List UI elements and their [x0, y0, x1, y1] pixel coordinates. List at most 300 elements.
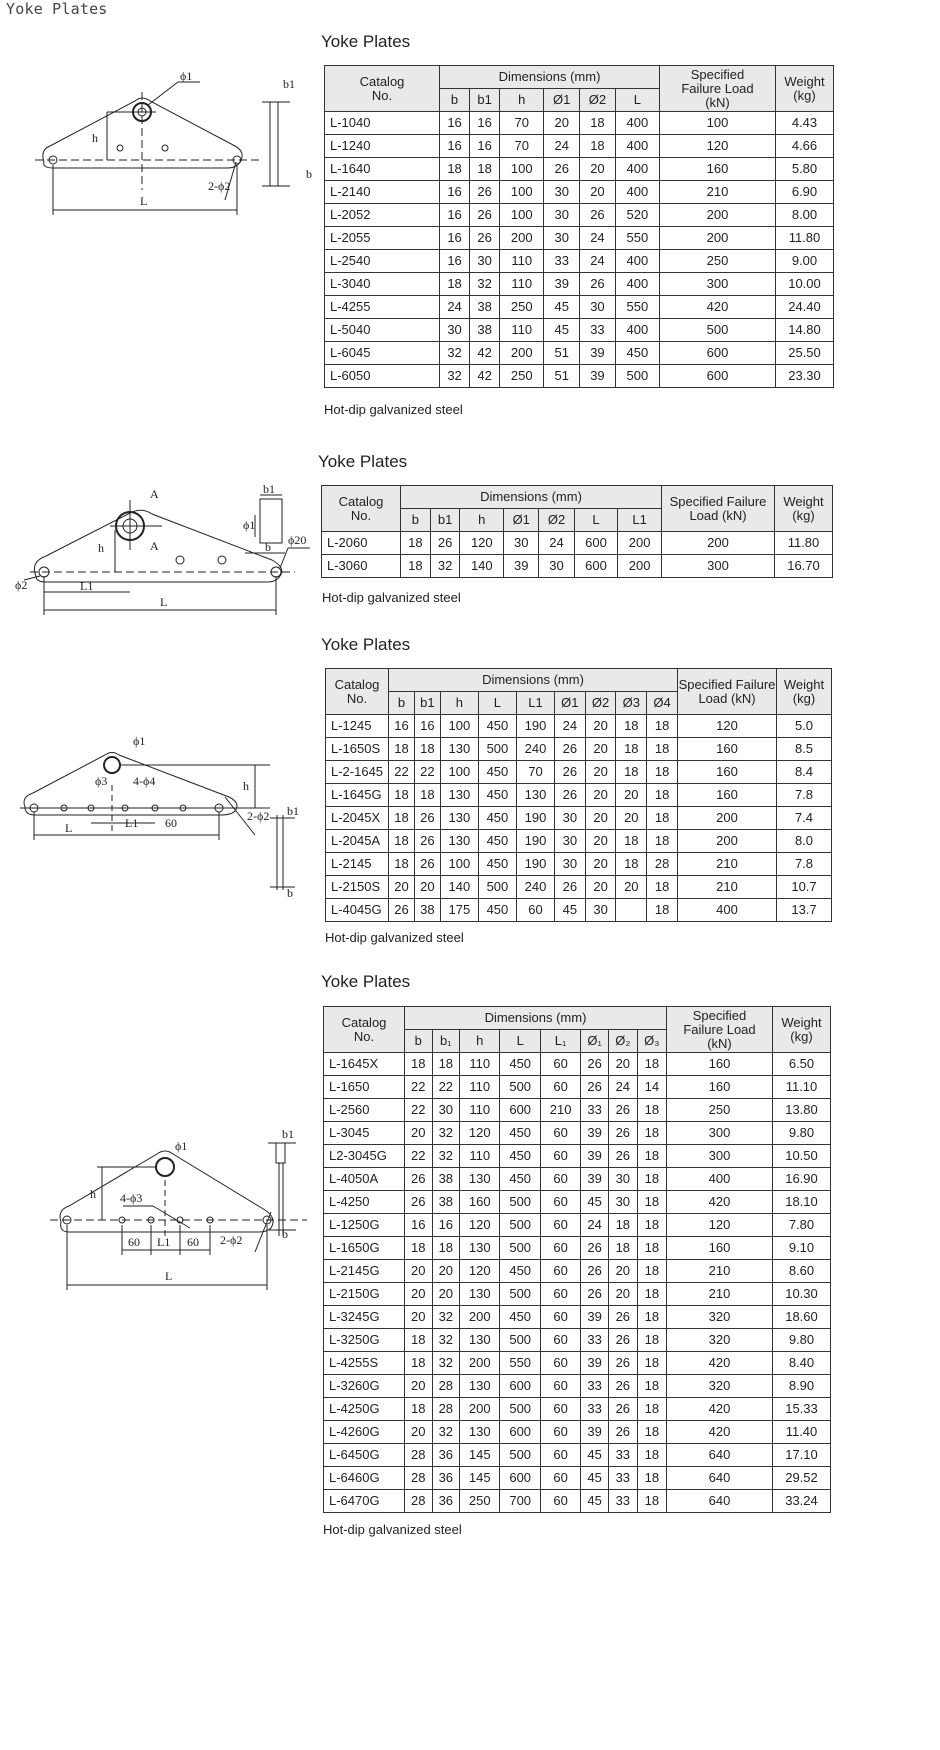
- table-row: [324, 1214, 831, 1237]
- weight-cell: 11.80: [775, 532, 833, 555]
- dimension-cell: 18: [389, 853, 415, 876]
- dimension-cell: 145: [460, 1467, 500, 1490]
- weight-cell: 13.80: [773, 1099, 831, 1122]
- weight-cell: 7.80: [773, 1214, 831, 1237]
- dimension-cell: 16: [405, 1214, 433, 1237]
- failure-load-cell: 420: [667, 1398, 773, 1421]
- dimension-cell: 20: [585, 876, 616, 899]
- dimension-cell: 30: [585, 899, 616, 922]
- dimension-cell: 26: [405, 1168, 433, 1191]
- dimension-cell: 20: [432, 1260, 460, 1283]
- yoke-plate-side-view-2: [225, 482, 295, 565]
- catalog-no-cell: L-2150G: [324, 1283, 405, 1306]
- yoke-plate-side-view-4: [268, 1127, 318, 1248]
- dimension-cell: 400: [615, 273, 659, 296]
- weight-cell: 11.40: [773, 1421, 831, 1444]
- dimension-cell: 100: [500, 158, 544, 181]
- dimension-cell: 30: [432, 1099, 460, 1122]
- dimension-cell: 26: [581, 1260, 609, 1283]
- dimension-cell: 39: [580, 365, 616, 388]
- dimension-cell: 36: [432, 1444, 460, 1467]
- dimension-cell: 18: [637, 1053, 666, 1076]
- dimension-cell: 130: [440, 784, 478, 807]
- dimension-cell: 130: [460, 1168, 500, 1191]
- dimension-cell: 20: [405, 1421, 433, 1444]
- col-header-dim: h: [500, 89, 544, 112]
- weight-cell: 18.60: [773, 1306, 831, 1329]
- drawing-label-b: b: [287, 886, 293, 900]
- dimension-cell: 45: [581, 1191, 609, 1214]
- dimension-cell: 18: [389, 807, 415, 830]
- dimension-cell: 51: [544, 342, 580, 365]
- col-header-dim: Ø₂: [608, 1030, 637, 1053]
- drawing-label-60: 60: [165, 816, 177, 830]
- drawing-label-A-top: A: [150, 487, 159, 501]
- catalog-no-cell: L-1040: [325, 112, 440, 135]
- dimension-cell: 18: [616, 761, 647, 784]
- dimension-cell: 16: [414, 715, 440, 738]
- dimension-cell: 30: [554, 807, 585, 830]
- dimension-cell: 20: [432, 1283, 460, 1306]
- dimension-cell: 26: [544, 158, 580, 181]
- table-row: [326, 784, 832, 807]
- weight-cell: 8.4: [777, 761, 832, 784]
- section-title: Yoke Plates: [321, 972, 411, 991]
- drawing-label-L: L: [140, 194, 148, 208]
- dimension-cell: 18: [637, 1191, 666, 1214]
- drawing-label-h: h: [90, 1187, 96, 1201]
- dimension-cell: 18: [647, 876, 678, 899]
- dimension-cell: 22: [405, 1145, 433, 1168]
- dimension-cell: 20: [585, 761, 616, 784]
- drawing-label-L1: L1: [80, 579, 94, 593]
- dimension-cell: 26: [581, 1053, 609, 1076]
- dimension-cell: 60: [540, 1260, 580, 1283]
- dimension-cell: 18: [616, 715, 647, 738]
- dimension-cell: 520: [615, 204, 659, 227]
- dimension-cell: 30: [440, 319, 470, 342]
- failure-load-cell: 640: [667, 1467, 773, 1490]
- table-row: [326, 807, 832, 830]
- dimension-cell: 110: [500, 250, 544, 273]
- dimension-cell: 450: [478, 784, 516, 807]
- table-row: [324, 1352, 831, 1375]
- col-header-dim: Ø1: [504, 509, 539, 532]
- catalog-no-cell: L-3250G: [324, 1329, 405, 1352]
- catalog-no-cell: L-6045: [325, 342, 440, 365]
- weight-cell: 5.0: [777, 715, 832, 738]
- dimension-cell: 26: [554, 761, 585, 784]
- dimension-cell: 20: [608, 1283, 637, 1306]
- failure-load-cell: 200: [660, 204, 776, 227]
- dimension-cell: 26: [608, 1145, 637, 1168]
- dimension-cell: 145: [460, 1444, 500, 1467]
- dimension-cell: 39: [581, 1168, 609, 1191]
- col-header-dim: L1: [618, 509, 662, 532]
- dimension-cell: 18: [637, 1375, 666, 1398]
- dimension-cell: 30: [544, 204, 580, 227]
- table-row: [325, 273, 834, 296]
- dimension-cell: 39: [581, 1145, 609, 1168]
- dimension-cell: 550: [615, 296, 659, 319]
- dimension-cell: 450: [500, 1145, 540, 1168]
- section-title: Yoke Plates: [321, 635, 411, 654]
- dimension-cell: 100: [440, 761, 478, 784]
- dimension-cell: 110: [460, 1053, 500, 1076]
- dimension-cell: 60: [540, 1053, 580, 1076]
- failure-load-cell: 200: [678, 807, 777, 830]
- dimension-cell: 600: [500, 1421, 540, 1444]
- dimension-cell: 400: [615, 250, 659, 273]
- weight-cell: 15.33: [773, 1398, 831, 1421]
- dimension-cell: 22: [389, 761, 415, 784]
- dimension-cell: 450: [478, 853, 516, 876]
- drawing-label-h: h: [243, 779, 249, 793]
- dimension-cell: 100: [500, 204, 544, 227]
- dimension-cell: 18: [637, 1237, 666, 1260]
- dimension-cell: 22: [432, 1076, 460, 1099]
- dimension-cell: 26: [608, 1306, 637, 1329]
- failure-load-cell: 300: [662, 555, 775, 578]
- dimension-cell: 18: [432, 1053, 460, 1076]
- dimension-cell: 20: [389, 876, 415, 899]
- col-header-dim: b1: [470, 89, 500, 112]
- dimension-cell: 200: [618, 555, 662, 578]
- failure-load-cell: 200: [662, 532, 775, 555]
- drawing-label-b1: b1: [282, 1127, 294, 1141]
- dimension-cell: 26: [554, 876, 585, 899]
- dimension-cell: 18: [637, 1099, 666, 1122]
- dimension-cell: 60: [540, 1076, 580, 1099]
- dimension-cell: 60: [540, 1421, 580, 1444]
- col-header-dim: Ø2: [585, 692, 616, 715]
- table-row: [326, 715, 832, 738]
- dimension-cell: 26: [608, 1329, 637, 1352]
- dimension-cell: 16: [470, 112, 500, 135]
- dimension-cell: 60: [540, 1467, 580, 1490]
- dimension-cell: 500: [615, 365, 659, 388]
- dimension-cell: 130: [516, 784, 554, 807]
- dimension-cell: 500: [500, 1398, 540, 1421]
- col-header-catalog: Catalog No.: [325, 66, 440, 112]
- dimension-cell: 18: [637, 1490, 666, 1513]
- dimension-cell: 500: [500, 1237, 540, 1260]
- dimension-cell: 450: [500, 1260, 540, 1283]
- col-header-dim: Ø2: [580, 89, 616, 112]
- dimension-cell: 26: [580, 273, 616, 296]
- table-row: [325, 319, 834, 342]
- col-header-load: Specified Failure Load (kN): [662, 486, 775, 532]
- col-header-dim: L1: [516, 692, 554, 715]
- spec-table-2: [321, 485, 833, 578]
- table-row: [325, 181, 834, 204]
- dimension-cell: 33: [608, 1467, 637, 1490]
- dimension-cell: 18: [647, 761, 678, 784]
- col-header-dim: Ø1: [554, 692, 585, 715]
- table-row: [324, 1467, 831, 1490]
- failure-load-cell: 300: [667, 1145, 773, 1168]
- table-row: [324, 1421, 831, 1444]
- table-row: [324, 1490, 831, 1513]
- dimension-cell: 20: [585, 807, 616, 830]
- dimension-cell: 60: [540, 1237, 580, 1260]
- material-note: Hot-dip galvanized steel: [322, 590, 461, 605]
- dimension-cell: 18: [608, 1214, 637, 1237]
- failure-load-cell: 420: [667, 1352, 773, 1375]
- dimension-cell: 18: [637, 1214, 666, 1237]
- weight-cell: 8.40: [773, 1352, 831, 1375]
- weight-cell: 16.70: [775, 555, 833, 578]
- table-row: [324, 1260, 831, 1283]
- dimension-cell: 26: [414, 830, 440, 853]
- table-row: [326, 899, 832, 922]
- dimension-cell: 24: [581, 1214, 609, 1237]
- dimension-cell: 26: [554, 784, 585, 807]
- failure-load-cell: 640: [667, 1490, 773, 1513]
- dimension-cell: 600: [500, 1099, 540, 1122]
- catalog-no-cell: L-1650G: [324, 1237, 405, 1260]
- dimension-cell: 18: [401, 532, 431, 555]
- col-header-weight: Weight (kg): [776, 66, 834, 112]
- drawing-label-2phi2: 2-ϕ2: [208, 179, 231, 193]
- col-header-dim: b: [440, 89, 470, 112]
- dimension-cell: 130: [440, 807, 478, 830]
- dimension-cell: 450: [478, 761, 516, 784]
- catalog-no-cell: L-4250G: [324, 1398, 405, 1421]
- dimension-cell: 22: [414, 761, 440, 784]
- dimension-cell: 130: [460, 1375, 500, 1398]
- dimension-cell: 18: [637, 1329, 666, 1352]
- table-row: [324, 1283, 831, 1306]
- dimension-cell: 51: [544, 365, 580, 388]
- failure-load-cell: 420: [667, 1421, 773, 1444]
- col-header-weight: Weight (kg): [777, 669, 832, 715]
- dimension-cell: 500: [478, 738, 516, 761]
- dimension-cell: 26: [580, 204, 616, 227]
- dimension-cell: 30: [539, 555, 574, 578]
- catalog-no-cell: L-1650: [324, 1076, 405, 1099]
- dimension-cell: 550: [615, 227, 659, 250]
- dimension-cell: 70: [516, 761, 554, 784]
- dimension-cell: 26: [470, 204, 500, 227]
- dimension-cell: 32: [440, 365, 470, 388]
- dimension-cell: 60: [540, 1214, 580, 1237]
- drawing-label-phi1: ϕ1: [243, 518, 256, 532]
- catalog-no-cell: L-2045X: [326, 807, 389, 830]
- spec-table-3: [325, 668, 832, 922]
- catalog-no-cell: L-2060: [322, 532, 401, 555]
- dimension-cell: 120: [460, 1260, 500, 1283]
- failure-load-cell: 320: [667, 1306, 773, 1329]
- dimension-cell: 18: [637, 1145, 666, 1168]
- weight-cell: 8.0: [777, 830, 832, 853]
- dimension-cell: 20: [585, 830, 616, 853]
- col-header-dim: L₁: [540, 1030, 580, 1053]
- weight-cell: 7.8: [777, 784, 832, 807]
- dimension-cell: 110: [460, 1145, 500, 1168]
- catalog-no-cell: L-1640: [325, 158, 440, 181]
- dimension-cell: 32: [432, 1329, 460, 1352]
- weight-cell: 9.10: [773, 1237, 831, 1260]
- dimension-cell: 60: [540, 1145, 580, 1168]
- dimension-cell: 20: [414, 876, 440, 899]
- table-row: [325, 296, 834, 319]
- col-header-dimensions: Dimensions (mm): [405, 1007, 667, 1030]
- dimension-cell: 240: [516, 738, 554, 761]
- dimension-cell: 450: [500, 1053, 540, 1076]
- dimension-cell: 160: [460, 1191, 500, 1214]
- page-title: Yoke Plates: [6, 0, 108, 18]
- catalog-no-cell: L-6050: [325, 365, 440, 388]
- dimension-cell: 100: [440, 853, 478, 876]
- failure-load-cell: 500: [660, 319, 776, 342]
- col-header-dim: Ø2: [539, 509, 574, 532]
- drawing-label-L: L: [65, 821, 73, 835]
- dimension-cell: 39: [544, 273, 580, 296]
- dimension-cell: 500: [500, 1444, 540, 1467]
- dimension-cell: 30: [554, 830, 585, 853]
- table-row: [325, 342, 834, 365]
- catalog-no-cell: L-1645G: [326, 784, 389, 807]
- dimension-cell: 26: [470, 181, 500, 204]
- failure-load-cell: 300: [660, 273, 776, 296]
- dimension-cell: 18: [616, 738, 647, 761]
- dimension-cell: 18: [414, 738, 440, 761]
- dimension-cell: 200: [460, 1306, 500, 1329]
- dimension-cell: 60: [516, 899, 554, 922]
- drawing-label-b1: b1: [283, 77, 295, 91]
- dimension-cell: 60: [540, 1352, 580, 1375]
- catalog-no-cell: L-1240: [325, 135, 440, 158]
- dimension-cell: 450: [478, 899, 516, 922]
- dimension-cell: 60: [540, 1329, 580, 1352]
- weight-cell: 13.7: [777, 899, 832, 922]
- dimension-cell: 28: [647, 853, 678, 876]
- drawing-label-phi20: ϕ20: [288, 533, 307, 547]
- dimension-cell: 26: [554, 738, 585, 761]
- dimension-cell: 110: [460, 1099, 500, 1122]
- dimension-cell: 18: [647, 807, 678, 830]
- dimension-cell: 250: [460, 1490, 500, 1513]
- dimension-cell: 26: [470, 227, 500, 250]
- weight-cell: 16.90: [773, 1168, 831, 1191]
- dimension-cell: 30: [504, 532, 539, 555]
- dimension-cell: 240: [516, 876, 554, 899]
- dimension-cell: 400: [615, 158, 659, 181]
- dimension-cell: 16: [440, 204, 470, 227]
- catalog-no-cell: L-2145: [326, 853, 389, 876]
- dimension-cell: 26: [581, 1283, 609, 1306]
- dimension-cell: 130: [460, 1421, 500, 1444]
- weight-cell: 9.80: [773, 1329, 831, 1352]
- drawing-label-2phi2: 2-ϕ2: [247, 809, 270, 823]
- table-row: [324, 1168, 831, 1191]
- dimension-cell: 120: [460, 1214, 500, 1237]
- table-row: [324, 1145, 831, 1168]
- dimension-cell: 32: [432, 1306, 460, 1329]
- dimension-cell: 33: [608, 1444, 637, 1467]
- dimension-cell: 20: [544, 112, 580, 135]
- dimension-cell: 20: [405, 1260, 433, 1283]
- dimension-cell: 30: [608, 1191, 637, 1214]
- dimension-cell: 24: [440, 296, 470, 319]
- dimension-cell: 22: [405, 1076, 433, 1099]
- yoke-plate-drawing-1: [30, 70, 320, 240]
- failure-load-cell: 160: [678, 784, 777, 807]
- col-header-dim: L: [615, 89, 659, 112]
- weight-cell: 23.30: [776, 365, 834, 388]
- col-header-dim: L: [478, 692, 516, 715]
- catalog-no-cell: L-4045G: [326, 899, 389, 922]
- dimension-cell: 32: [440, 342, 470, 365]
- dimension-cell: 18: [637, 1444, 666, 1467]
- failure-load-cell: 600: [660, 365, 776, 388]
- dimension-cell: 18: [637, 1467, 666, 1490]
- dimension-cell: 26: [581, 1237, 609, 1260]
- dimension-cell: 39: [580, 342, 616, 365]
- dimension-cell: 26: [608, 1375, 637, 1398]
- dimension-cell: 130: [440, 830, 478, 853]
- dimension-cell: 39: [581, 1352, 609, 1375]
- dimension-cell: 250: [500, 365, 544, 388]
- col-header-dim: h: [460, 509, 504, 532]
- dimension-cell: 33: [581, 1375, 609, 1398]
- dimension-cell: 60: [540, 1191, 580, 1214]
- failure-load-cell: 640: [667, 1444, 773, 1467]
- dimension-cell: 60: [540, 1398, 580, 1421]
- dimension-cell: 26: [389, 899, 415, 922]
- dimension-cell: 18: [405, 1398, 433, 1421]
- dimension-cell: 18: [580, 135, 616, 158]
- drawing-label-b1: b1: [263, 482, 275, 496]
- dimension-cell: 18: [401, 555, 431, 578]
- dimension-cell: 130: [440, 738, 478, 761]
- catalog-no-cell: L-3045: [324, 1122, 405, 1145]
- table-row: [325, 158, 834, 181]
- dimension-cell: 26: [581, 1076, 609, 1099]
- col-header-catalog: Catalog No.: [324, 1007, 405, 1053]
- catalog-no-cell: L-1645X: [324, 1053, 405, 1076]
- dimension-cell: 200: [500, 227, 544, 250]
- weight-cell: 24.40: [776, 296, 834, 319]
- dimension-cell: 30: [544, 227, 580, 250]
- weight-cell: 10.30: [773, 1283, 831, 1306]
- dimension-cell: 20: [616, 784, 647, 807]
- catalog-no-cell: L-3245G: [324, 1306, 405, 1329]
- dimension-cell: 45: [581, 1490, 609, 1513]
- spec-table-1: [324, 65, 834, 388]
- catalog-no-cell: L-2140: [325, 181, 440, 204]
- dimension-cell: 14: [637, 1076, 666, 1099]
- weight-cell: 33.24: [773, 1490, 831, 1513]
- weight-cell: 8.60: [773, 1260, 831, 1283]
- catalog-no-cell: L-4260G: [324, 1421, 405, 1444]
- weight-cell: 6.90: [776, 181, 834, 204]
- dimension-cell: 500: [500, 1191, 540, 1214]
- table-row: [324, 1053, 831, 1076]
- dimension-cell: 20: [405, 1306, 433, 1329]
- dimension-cell: 18: [608, 1237, 637, 1260]
- dimension-cell: 400: [615, 112, 659, 135]
- dimension-cell: 18: [440, 273, 470, 296]
- material-note: Hot-dip galvanized steel: [325, 930, 464, 945]
- dimension-cell: 28: [432, 1375, 460, 1398]
- drawing-label-60-left: 60: [128, 1235, 140, 1249]
- col-header-dim: L: [574, 509, 618, 532]
- col-header-dim: b1: [414, 692, 440, 715]
- catalog-no-cell: L-2055: [325, 227, 440, 250]
- spec-table-4: [323, 1006, 831, 1513]
